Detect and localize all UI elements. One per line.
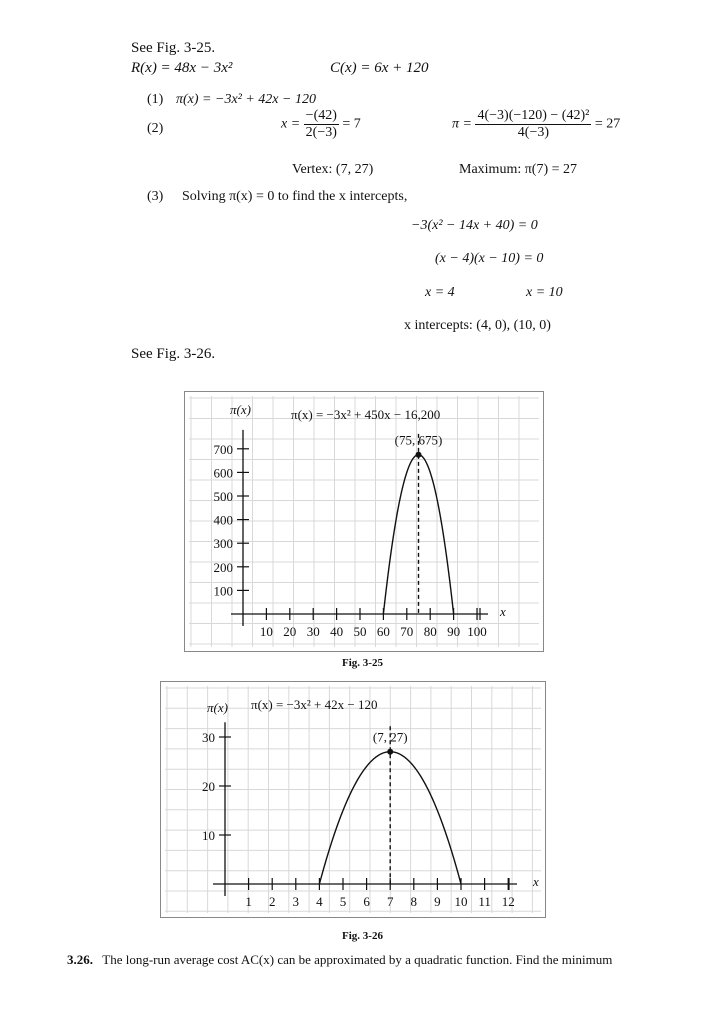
x-rhs: = 7 — [342, 116, 361, 132]
y-tick-label: 20 — [202, 779, 215, 794]
x-tick-label: 9 — [434, 894, 441, 909]
x-fraction-denominator: 2(−3) — [305, 125, 337, 140]
y-tick-label: 400 — [213, 512, 233, 528]
x-tick-label: 10 — [259, 624, 273, 639]
x-tick-label: 1 — [245, 894, 252, 909]
x-fraction — [304, 108, 339, 141]
see-fig-25-text: See Fig. 3-25. — [131, 40, 216, 56]
pi-fraction-numerator: 4(−3)(−120) − (42)² — [477, 108, 590, 123]
y-tick-label: 500 — [213, 489, 233, 504]
cost-equation: C(x) = 6x + 120 — [330, 60, 429, 76]
fig-3-26-frame — [160, 681, 546, 918]
fig-3-26-caption: Fig. 3-26 — [342, 930, 383, 942]
pi-rhs: = 27 — [594, 116, 621, 132]
x-axis-label: x — [533, 874, 539, 889]
y-axis-label: π(x) — [230, 402, 251, 417]
y-tick-label: 30 — [202, 730, 215, 745]
maximum-text: Maximum: π(7) = 27 — [459, 162, 578, 177]
pi-fraction-denominator: 4(−3) — [475, 124, 591, 141]
root-1: x = 4 — [425, 285, 455, 300]
x-tick-label: 100 — [467, 624, 487, 639]
vertex-label: (7, 27) — [372, 729, 408, 745]
intercepts-text: x intercepts: (4, 0), (10, 0) — [404, 318, 551, 333]
vertex-label: (75, 675) — [394, 432, 443, 448]
x-tick-label: 90 — [447, 624, 461, 639]
step-1-label: (1) — [147, 92, 164, 107]
x-tick-label: 30 — [306, 624, 320, 639]
x-tick-label: 3 — [292, 894, 300, 909]
problem-3-26 — [67, 952, 612, 968]
x-tick-label: 40 — [330, 624, 344, 639]
step-3-label: (3) — [147, 189, 164, 204]
vertex-text: Vertex: (7, 27) — [292, 162, 374, 177]
vertex-point — [416, 452, 422, 458]
x-tick-label: 2 — [268, 894, 276, 909]
x-tick-label: 12 — [501, 894, 515, 909]
x-tick-label: 6 — [363, 894, 370, 909]
factored-equation: −3(x² − 14x + 40) = 0 — [411, 218, 538, 233]
step-3-text: Solving π(x) = 0 to find the x intercepts, — [182, 189, 408, 204]
y-tick-label: 100 — [213, 583, 233, 599]
x-tick-label: 4 — [316, 894, 323, 909]
fig-3-25-caption: Fig. 3-25 — [342, 657, 383, 669]
vertex-point — [387, 749, 393, 755]
y-tick-label: 200 — [213, 559, 233, 575]
chart-title: π(x) = −3x² + 450x − 16,200 — [291, 407, 441, 422]
x-tick-label: 8 — [410, 894, 418, 909]
fig-3-25-chart — [185, 392, 543, 651]
see-fig-26-text: See Fig. 3-26. — [131, 346, 216, 362]
x-lhs: x = — [281, 116, 301, 132]
chart-title: π(x) = −3x² + 42x − 120 — [251, 697, 378, 712]
x-tick-label: 11 — [478, 894, 491, 909]
problem-number: 3.26. — [67, 952, 93, 967]
x-tick-label: 50 — [353, 624, 367, 639]
x-tick-label: 7 — [386, 894, 394, 909]
y-tick-label: 300 — [213, 536, 233, 552]
y-tick-label: 700 — [213, 441, 233, 457]
grid — [189, 396, 539, 647]
fig-3-25-frame — [184, 391, 544, 652]
pi-lhs: π = — [452, 116, 472, 132]
roots-equation: (x − 4)(x − 10) = 0 — [435, 251, 544, 266]
y-axis-label: π(x) — [207, 700, 228, 715]
vertex-pi-formula — [452, 108, 620, 141]
x-tick-label: 80 — [423, 624, 437, 639]
revenue-equation: R(x) = 48x − 3x² — [131, 60, 233, 76]
y-tick-label: 600 — [213, 465, 233, 481]
x-fraction-numerator: −(42) — [305, 108, 337, 123]
vertex-x-formula — [281, 108, 361, 141]
x-axis-label: x — [500, 604, 506, 619]
step-2-label: (2) — [147, 121, 164, 136]
fig-3-26-chart — [161, 682, 545, 917]
problem-text: The long-run average cost AC(x) can be approximated by a quadratic function. Find the minimum — [102, 952, 613, 967]
step-1-equation: π(x) = −3x² + 42x − 120 — [176, 92, 316, 107]
x-tick-label: 20 — [283, 624, 297, 639]
pi-fraction — [475, 108, 591, 141]
x-tick-label: 10 — [454, 894, 468, 909]
x-tick-label: 5 — [339, 894, 347, 909]
x-tick-label: 60 — [376, 624, 390, 639]
x-tick-label: 70 — [400, 624, 414, 639]
y-tick-label: 10 — [202, 828, 215, 843]
root-2: x = 10 — [526, 285, 563, 300]
